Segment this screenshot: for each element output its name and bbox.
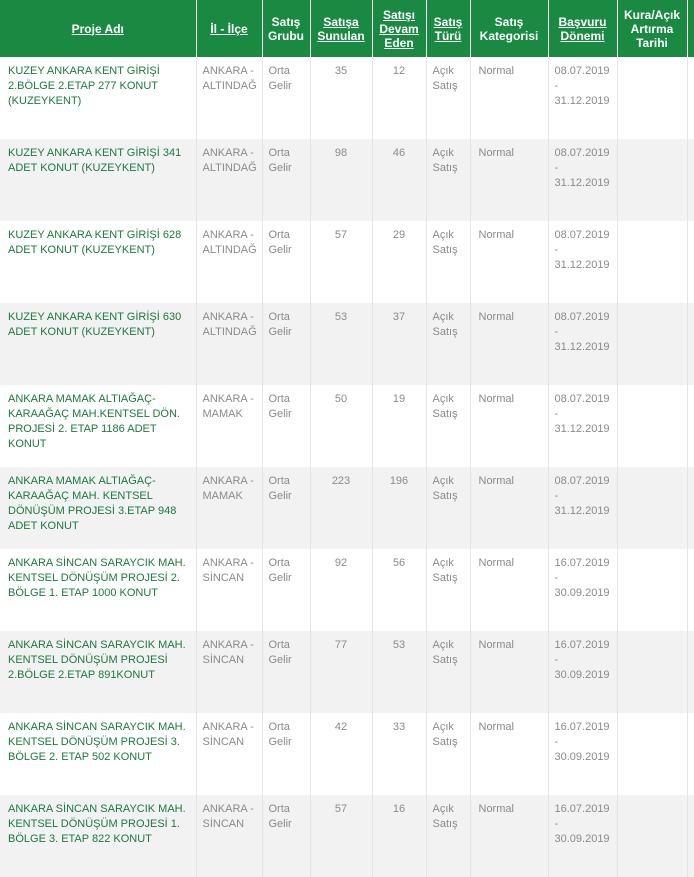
extra-cell bbox=[687, 221, 694, 303]
table-row bbox=[0, 713, 694, 795]
offered-count: 35 bbox=[310, 57, 372, 139]
sales-group: Orta Gelir bbox=[262, 139, 310, 221]
city-district: ANKARA - ALTINDAĞ bbox=[196, 221, 262, 303]
ongoing-count: 56 bbox=[372, 549, 426, 631]
extra-cell bbox=[687, 713, 694, 795]
ongoing-count: 37 bbox=[372, 303, 426, 385]
extra-cell bbox=[687, 139, 694, 221]
ongoing-count: 33 bbox=[372, 713, 426, 795]
city-district: ANKARA - MAMAK bbox=[196, 385, 262, 467]
offered-count: 57 bbox=[310, 221, 372, 303]
lottery-date bbox=[617, 385, 687, 467]
lottery-date bbox=[617, 795, 687, 877]
extra-cell bbox=[687, 57, 694, 139]
sales-group: Orta Gelir bbox=[262, 57, 310, 139]
application-period: 16.07.2019 - 30.09.2019 bbox=[548, 713, 617, 795]
project-name[interactable]: ANKARA SİNCAN SARAYCIK MAH. KENTSEL DÖNÜŞÜM PROJESİ 2. BÖLGE 1. ETAP 1000 KONUT bbox=[0, 549, 196, 631]
offered-count: 77 bbox=[310, 631, 372, 713]
ongoing-count: 196 bbox=[372, 467, 426, 549]
application-period: 08.07.2019 - 31.12.2019 bbox=[548, 57, 617, 139]
header-period[interactable]: Başvuru Dönemi bbox=[548, 0, 617, 57]
table-row bbox=[0, 549, 694, 631]
extra-cell bbox=[687, 795, 694, 877]
project-name[interactable]: ANKARA SİNCAN SARAYCIK MAH. KENTSEL DÖNÜŞÜM PROJESİ 3. BÖLGE 2. ETAP 502 KONUT bbox=[0, 713, 196, 795]
project-name[interactable]: KUZEY ANKARA KENT GİRİŞİ 341 ADET KONUT (KUZEYKENT) bbox=[0, 139, 196, 221]
project-name[interactable]: KUZEY ANKARA KENT GİRİŞİ 628 ADET KONUT (KUZEYKENT) bbox=[0, 221, 196, 303]
city-district: ANKARA - SİNCAN bbox=[196, 631, 262, 713]
ongoing-count: 53 bbox=[372, 631, 426, 713]
sales-type: Açık Satış bbox=[426, 221, 470, 303]
lottery-date bbox=[617, 467, 687, 549]
sales-category: Normal bbox=[470, 713, 548, 795]
offered-count: 98 bbox=[310, 139, 372, 221]
sales-category: Normal bbox=[470, 467, 548, 549]
sales-group: Orta Gelir bbox=[262, 631, 310, 713]
sales-group: Orta Gelir bbox=[262, 713, 310, 795]
sales-type: Açık Satış bbox=[426, 139, 470, 221]
sales-type: Açık Satış bbox=[426, 795, 470, 877]
table-row bbox=[0, 467, 694, 549]
sales-category: Normal bbox=[470, 795, 548, 877]
lottery-date bbox=[617, 221, 687, 303]
application-period: 16.07.2019 - 30.09.2019 bbox=[548, 631, 617, 713]
header-offered[interactable]: Satışa Sunulan bbox=[310, 0, 372, 57]
header-extra bbox=[687, 0, 694, 57]
application-period: 08.07.2019 - 31.12.2019 bbox=[548, 139, 617, 221]
city-district: ANKARA - SİNCAN bbox=[196, 713, 262, 795]
header-group: Satış Grubu bbox=[262, 0, 310, 57]
table-row bbox=[0, 385, 694, 467]
sales-group: Orta Gelir bbox=[262, 549, 310, 631]
table-header-row bbox=[0, 0, 694, 57]
application-period: 08.07.2019 - 31.12.2019 bbox=[548, 385, 617, 467]
project-name[interactable]: ANKARA MAMAK ALTIAĞAÇ-KARAAĞAÇ MAH.KENTSEL DÖN. PROJESİ 2. ETAP 1186 ADET KONUT bbox=[0, 385, 196, 467]
sales-type: Açık Satış bbox=[426, 385, 470, 467]
sales-type: Açık Satış bbox=[426, 303, 470, 385]
header-ongoing[interactable]: Satışı Devam Eden bbox=[372, 0, 426, 57]
project-name[interactable]: KUZEY ANKARA KENT GİRİŞİ 2.BÖLGE 2.ETAP 277 KONUT (KUZEYKENT) bbox=[0, 57, 196, 139]
extra-cell bbox=[687, 467, 694, 549]
sales-category: Normal bbox=[470, 385, 548, 467]
sales-group: Orta Gelir bbox=[262, 303, 310, 385]
offered-count: 53 bbox=[310, 303, 372, 385]
table-row bbox=[0, 221, 694, 303]
lottery-date bbox=[617, 139, 687, 221]
offered-count: 50 bbox=[310, 385, 372, 467]
table-row bbox=[0, 631, 694, 713]
city-district: ANKARA - ALTINDAĞ bbox=[196, 57, 262, 139]
header-city[interactable]: İl - İlçe bbox=[196, 0, 262, 57]
table-row bbox=[0, 795, 694, 877]
city-district: ANKARA - SİNCAN bbox=[196, 795, 262, 877]
sales-category: Normal bbox=[470, 139, 548, 221]
sales-group: Orta Gelir bbox=[262, 795, 310, 877]
header-project[interactable]: Proje Adı bbox=[0, 0, 196, 57]
lottery-date bbox=[617, 303, 687, 385]
city-district: ANKARA - ALTINDAĞ bbox=[196, 139, 262, 221]
ongoing-count: 12 bbox=[372, 57, 426, 139]
city-district: ANKARA - ALTINDAĞ bbox=[196, 303, 262, 385]
header-lottery: Kura/Açık Artırma Tarihi bbox=[617, 0, 687, 57]
ongoing-count: 46 bbox=[372, 139, 426, 221]
city-district: ANKARA - SİNCAN bbox=[196, 549, 262, 631]
ongoing-count: 19 bbox=[372, 385, 426, 467]
extra-cell bbox=[687, 549, 694, 631]
application-period: 16.07.2019 - 30.09.2019 bbox=[548, 549, 617, 631]
header-category: Satış Kategorisi bbox=[470, 0, 548, 57]
project-name[interactable]: KUZEY ANKARA KENT GİRİŞİ 630 ADET KONUT (KUZEYKENT) bbox=[0, 303, 196, 385]
sales-group: Orta Gelir bbox=[262, 385, 310, 467]
sales-type: Açık Satış bbox=[426, 467, 470, 549]
city-district: ANKARA - MAMAK bbox=[196, 467, 262, 549]
table-row bbox=[0, 303, 694, 385]
sales-group: Orta Gelir bbox=[262, 221, 310, 303]
project-name[interactable]: ANKARA SİNCAN SARAYCIK MAH. KENTSEL DÖNÜŞÜM PROJESİ 1. BÖLGE 3. ETAP 822 KONUT bbox=[0, 795, 196, 877]
application-period: 08.07.2019 - 31.12.2019 bbox=[548, 221, 617, 303]
sales-group: Orta Gelir bbox=[262, 467, 310, 549]
lottery-date bbox=[617, 713, 687, 795]
table-row bbox=[0, 57, 694, 139]
lottery-date bbox=[617, 631, 687, 713]
project-name[interactable]: ANKARA SİNCAN SARAYCIK MAH. KENTSEL DÖNÜŞÜM PROJESİ 2.BÖLGE 2.ETAP 891KONUT bbox=[0, 631, 196, 713]
lottery-date bbox=[617, 549, 687, 631]
extra-cell bbox=[687, 385, 694, 467]
sales-type: Açık Satış bbox=[426, 549, 470, 631]
offered-count: 223 bbox=[310, 467, 372, 549]
sales-category: Normal bbox=[470, 631, 548, 713]
header-type[interactable]: Satış Türü bbox=[426, 0, 470, 57]
project-name[interactable]: ANKARA MAMAK ALTIAĞAÇ-KARAAĞAÇ MAH. KENTSEL DÖNÜŞÜM PROJESİ 3.ETAP 948 ADET KONUT bbox=[0, 467, 196, 549]
sales-type: Açık Satış bbox=[426, 713, 470, 795]
ongoing-count: 16 bbox=[372, 795, 426, 877]
extra-cell bbox=[687, 303, 694, 385]
lottery-date bbox=[617, 57, 687, 139]
application-period: 16.07.2019 - 30.09.2019 bbox=[548, 795, 617, 877]
sales-category: Normal bbox=[470, 549, 548, 631]
ongoing-count: 29 bbox=[372, 221, 426, 303]
offered-count: 57 bbox=[310, 795, 372, 877]
sales-category: Normal bbox=[470, 57, 548, 139]
sales-type: Açık Satış bbox=[426, 57, 470, 139]
application-period: 08.07.2019 - 31.12.2019 bbox=[548, 467, 617, 549]
sales-category: Normal bbox=[470, 221, 548, 303]
table-row bbox=[0, 139, 694, 221]
sales-category: Normal bbox=[470, 303, 548, 385]
application-period: 08.07.2019 - 31.12.2019 bbox=[548, 303, 617, 385]
sales-type: Açık Satış bbox=[426, 631, 470, 713]
extra-cell bbox=[687, 631, 694, 713]
offered-count: 42 bbox=[310, 713, 372, 795]
offered-count: 92 bbox=[310, 549, 372, 631]
